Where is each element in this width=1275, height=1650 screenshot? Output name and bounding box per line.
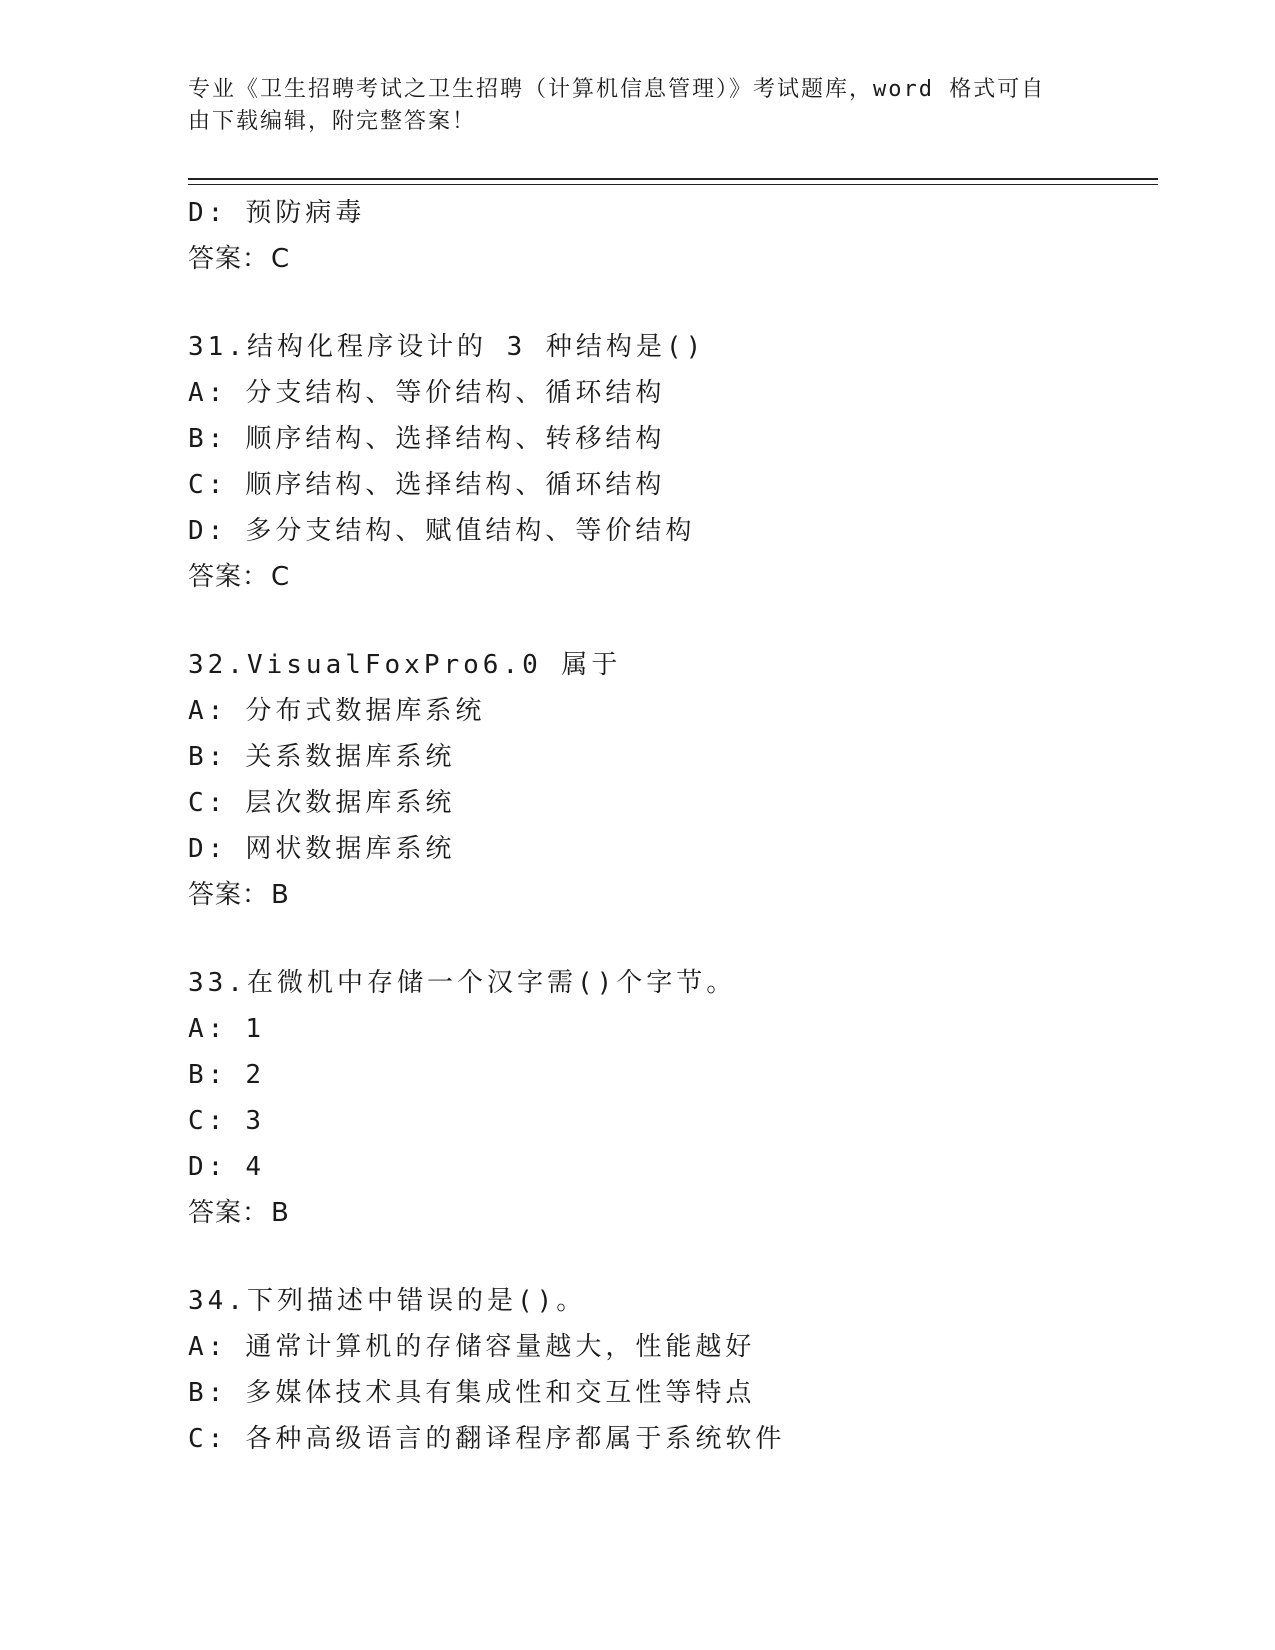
- option-line: [188, 1144, 1148, 1190]
- question-title: 31.结构化程序设计的 3 种结构是(): [188, 332, 706, 362]
- question-list: [188, 190, 1148, 1462]
- document-header: [188, 74, 1088, 138]
- option-key: D:: [188, 834, 228, 864]
- answer-line: [188, 872, 1148, 918]
- option-text: 2: [245, 1060, 265, 1090]
- option-key: A:: [188, 378, 228, 408]
- option-key: A:: [188, 1014, 228, 1044]
- option-key: B:: [188, 742, 228, 772]
- option-key: A:: [188, 696, 228, 726]
- option-text: 多分支结构、赋值结构、等价结构: [245, 516, 696, 546]
- answer-label: 答案：: [188, 1198, 270, 1228]
- header-line-2: 由下载编辑，附完整答案！: [188, 109, 477, 134]
- answer-line: [188, 554, 1148, 600]
- option-text: 通常计算机的存储容量越大，性能越好: [245, 1332, 756, 1362]
- option-text: 关系数据库系统: [245, 742, 456, 772]
- answer-value: C: [271, 562, 291, 592]
- option-line: [188, 1416, 1148, 1462]
- option-text: 1: [245, 1014, 265, 1044]
- option-line: [188, 1370, 1148, 1416]
- option-line: [188, 1006, 1148, 1052]
- option-text: 4: [245, 1152, 265, 1182]
- option-text: 多媒体技术具有集成性和交互性等特点: [245, 1378, 756, 1408]
- option-line: [188, 508, 1148, 554]
- option-line: [188, 780, 1148, 826]
- option-line: [188, 1324, 1148, 1370]
- option-key: D:: [188, 1152, 228, 1182]
- option-line: [188, 826, 1148, 872]
- option-key: C:: [188, 788, 228, 818]
- question-title: 34.下列描述中错误的是()。: [188, 1286, 587, 1316]
- option-text: 各种高级语言的翻译程序都属于系统软件: [245, 1424, 786, 1454]
- option-text: 顺序结构、选择结构、循环结构: [245, 470, 666, 500]
- option-text: 网状数据库系统: [245, 834, 456, 864]
- option-key: B:: [188, 1060, 228, 1090]
- option-text: 层次数据库系统: [245, 788, 456, 818]
- option-text: 顺序结构、选择结构、转移结构: [245, 424, 666, 454]
- option-line: [188, 734, 1148, 780]
- option-key: D:: [188, 198, 228, 228]
- option-text: 预防病毒: [245, 198, 366, 228]
- option-key: A:: [188, 1332, 228, 1362]
- option-key: C:: [188, 1424, 228, 1454]
- answer-value: B: [271, 880, 290, 910]
- option-line: [188, 370, 1148, 416]
- option-line: [188, 1052, 1148, 1098]
- question-title: 32.VisualFoxPro6.0 属于: [188, 650, 622, 680]
- option-key: C:: [188, 1106, 228, 1136]
- option-line: [188, 416, 1148, 462]
- option-key: C:: [188, 470, 228, 500]
- option-line: [188, 462, 1148, 508]
- option-key: B:: [188, 1378, 228, 1408]
- header-divider-bottom: [188, 184, 1158, 185]
- option-text: 3: [245, 1106, 265, 1136]
- answer-label: 答案：: [188, 562, 270, 592]
- option-key: B:: [188, 424, 228, 454]
- answer-value: B: [271, 1198, 290, 1228]
- option-text: 分布式数据库系统: [245, 696, 486, 726]
- option-text: 分支结构、等价结构、循环结构: [245, 378, 666, 408]
- option-line: [188, 1098, 1148, 1144]
- answer-line: [188, 236, 1148, 282]
- header-line-1: 专业《卫生招聘考试之卫生招聘（计算机信息管理）》考试题库，word 格式可自: [188, 77, 1046, 102]
- option-line: [188, 190, 1148, 236]
- question-title: 33.在微机中存储一个汉字需()个字节。: [188, 968, 737, 998]
- option-line: [188, 688, 1148, 734]
- answer-line: [188, 1190, 1148, 1236]
- answer-label: 答案：: [188, 880, 270, 910]
- header-divider-top: [188, 178, 1158, 180]
- option-key: D:: [188, 516, 228, 546]
- answer-value: C: [271, 244, 291, 274]
- answer-label: 答案：: [188, 244, 270, 274]
